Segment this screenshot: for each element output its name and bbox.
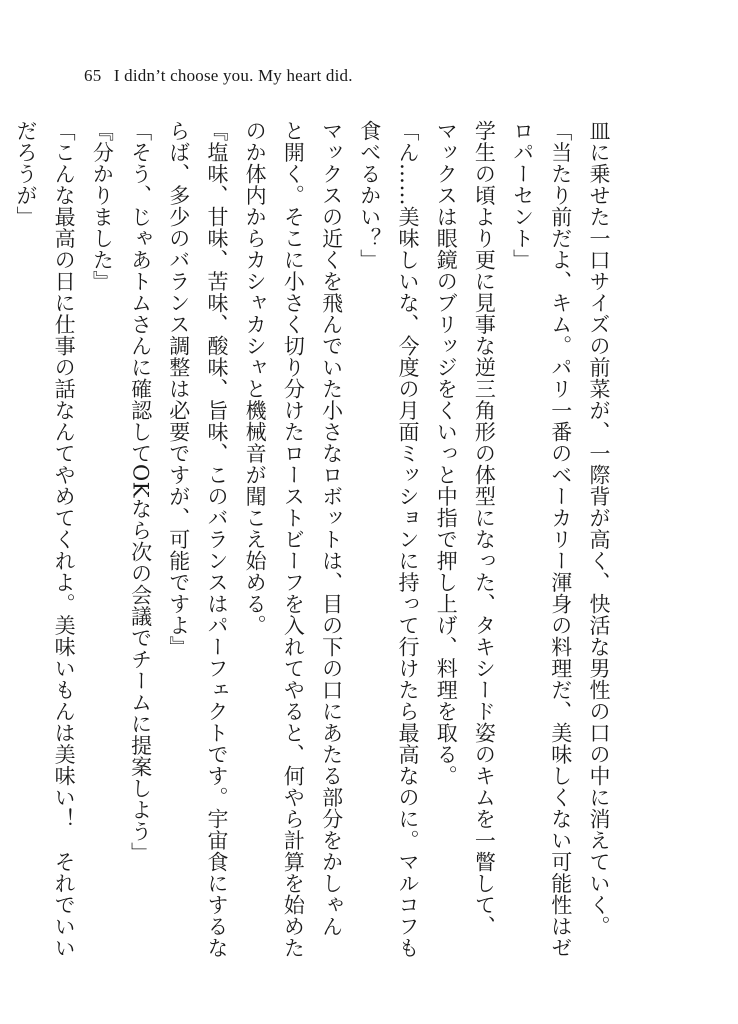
text-line: 食べるかい？」 [357,120,382,271]
text-line: だろうが」 [13,120,38,228]
text-line: 「こんな最高の日に仕事の話なんてやめてくれよ。美味いもんは美味い！ それでいい [52,120,77,959]
vertical-body-text [13,120,618,980]
text-line: 「そう、じゃあトムさんに確認してOKなら次の会議でチームに提案しよう」 [128,120,153,864]
text-line: らば、多少のバランス調整は必要ですが、可能ですよ』 [166,120,191,658]
text-line: 「当たり前だよ、キム。パリ一番のベーカリー渾身の料理だ、美味しくない可能性はゼ [548,120,573,959]
text-line: 学生の頃より更に見事な逆三角形の体型になった、タキシード姿のキムを一瞥して、 [472,120,497,937]
page-number: 65 [84,66,102,85]
text-line: ロパーセント」 [510,120,535,271]
text-line: 『塩味、甘味、苦味、酸味、旨味、このバランスはパーフェクトです。宇宙食にするな [204,120,229,959]
text-line: 『分かりました』 [90,120,115,292]
text-line: 「ん……美味しいな、今度の月面ミッションに持って行けたら最高なのに。マルコフも [395,120,420,959]
text-line: マックスは眼鏡のブリッジをくいっと中指で押し上げ、料理を取る。 [434,120,459,787]
text-line [0,120,7,980]
text-line: 皿に乗せた一口サイズの前菜が、一際背が高く、快活な男性の口の中に消えていく。 [587,120,611,937]
running-header [84,66,353,86]
text-line: のか体内からカシャカシャと機械音が聞こえ始める。 [243,120,268,636]
book-title: I didn’t choose you. My heart did. [113,66,353,85]
text-line: マックスの近くを飛んでいた小さなロボットは、目の下の口にあたる部分をかしゃん [319,120,344,937]
text-line: と開く。そこに小さく切り分けたローストビーフを入れてやると、何やら計算を始めた [281,120,306,959]
